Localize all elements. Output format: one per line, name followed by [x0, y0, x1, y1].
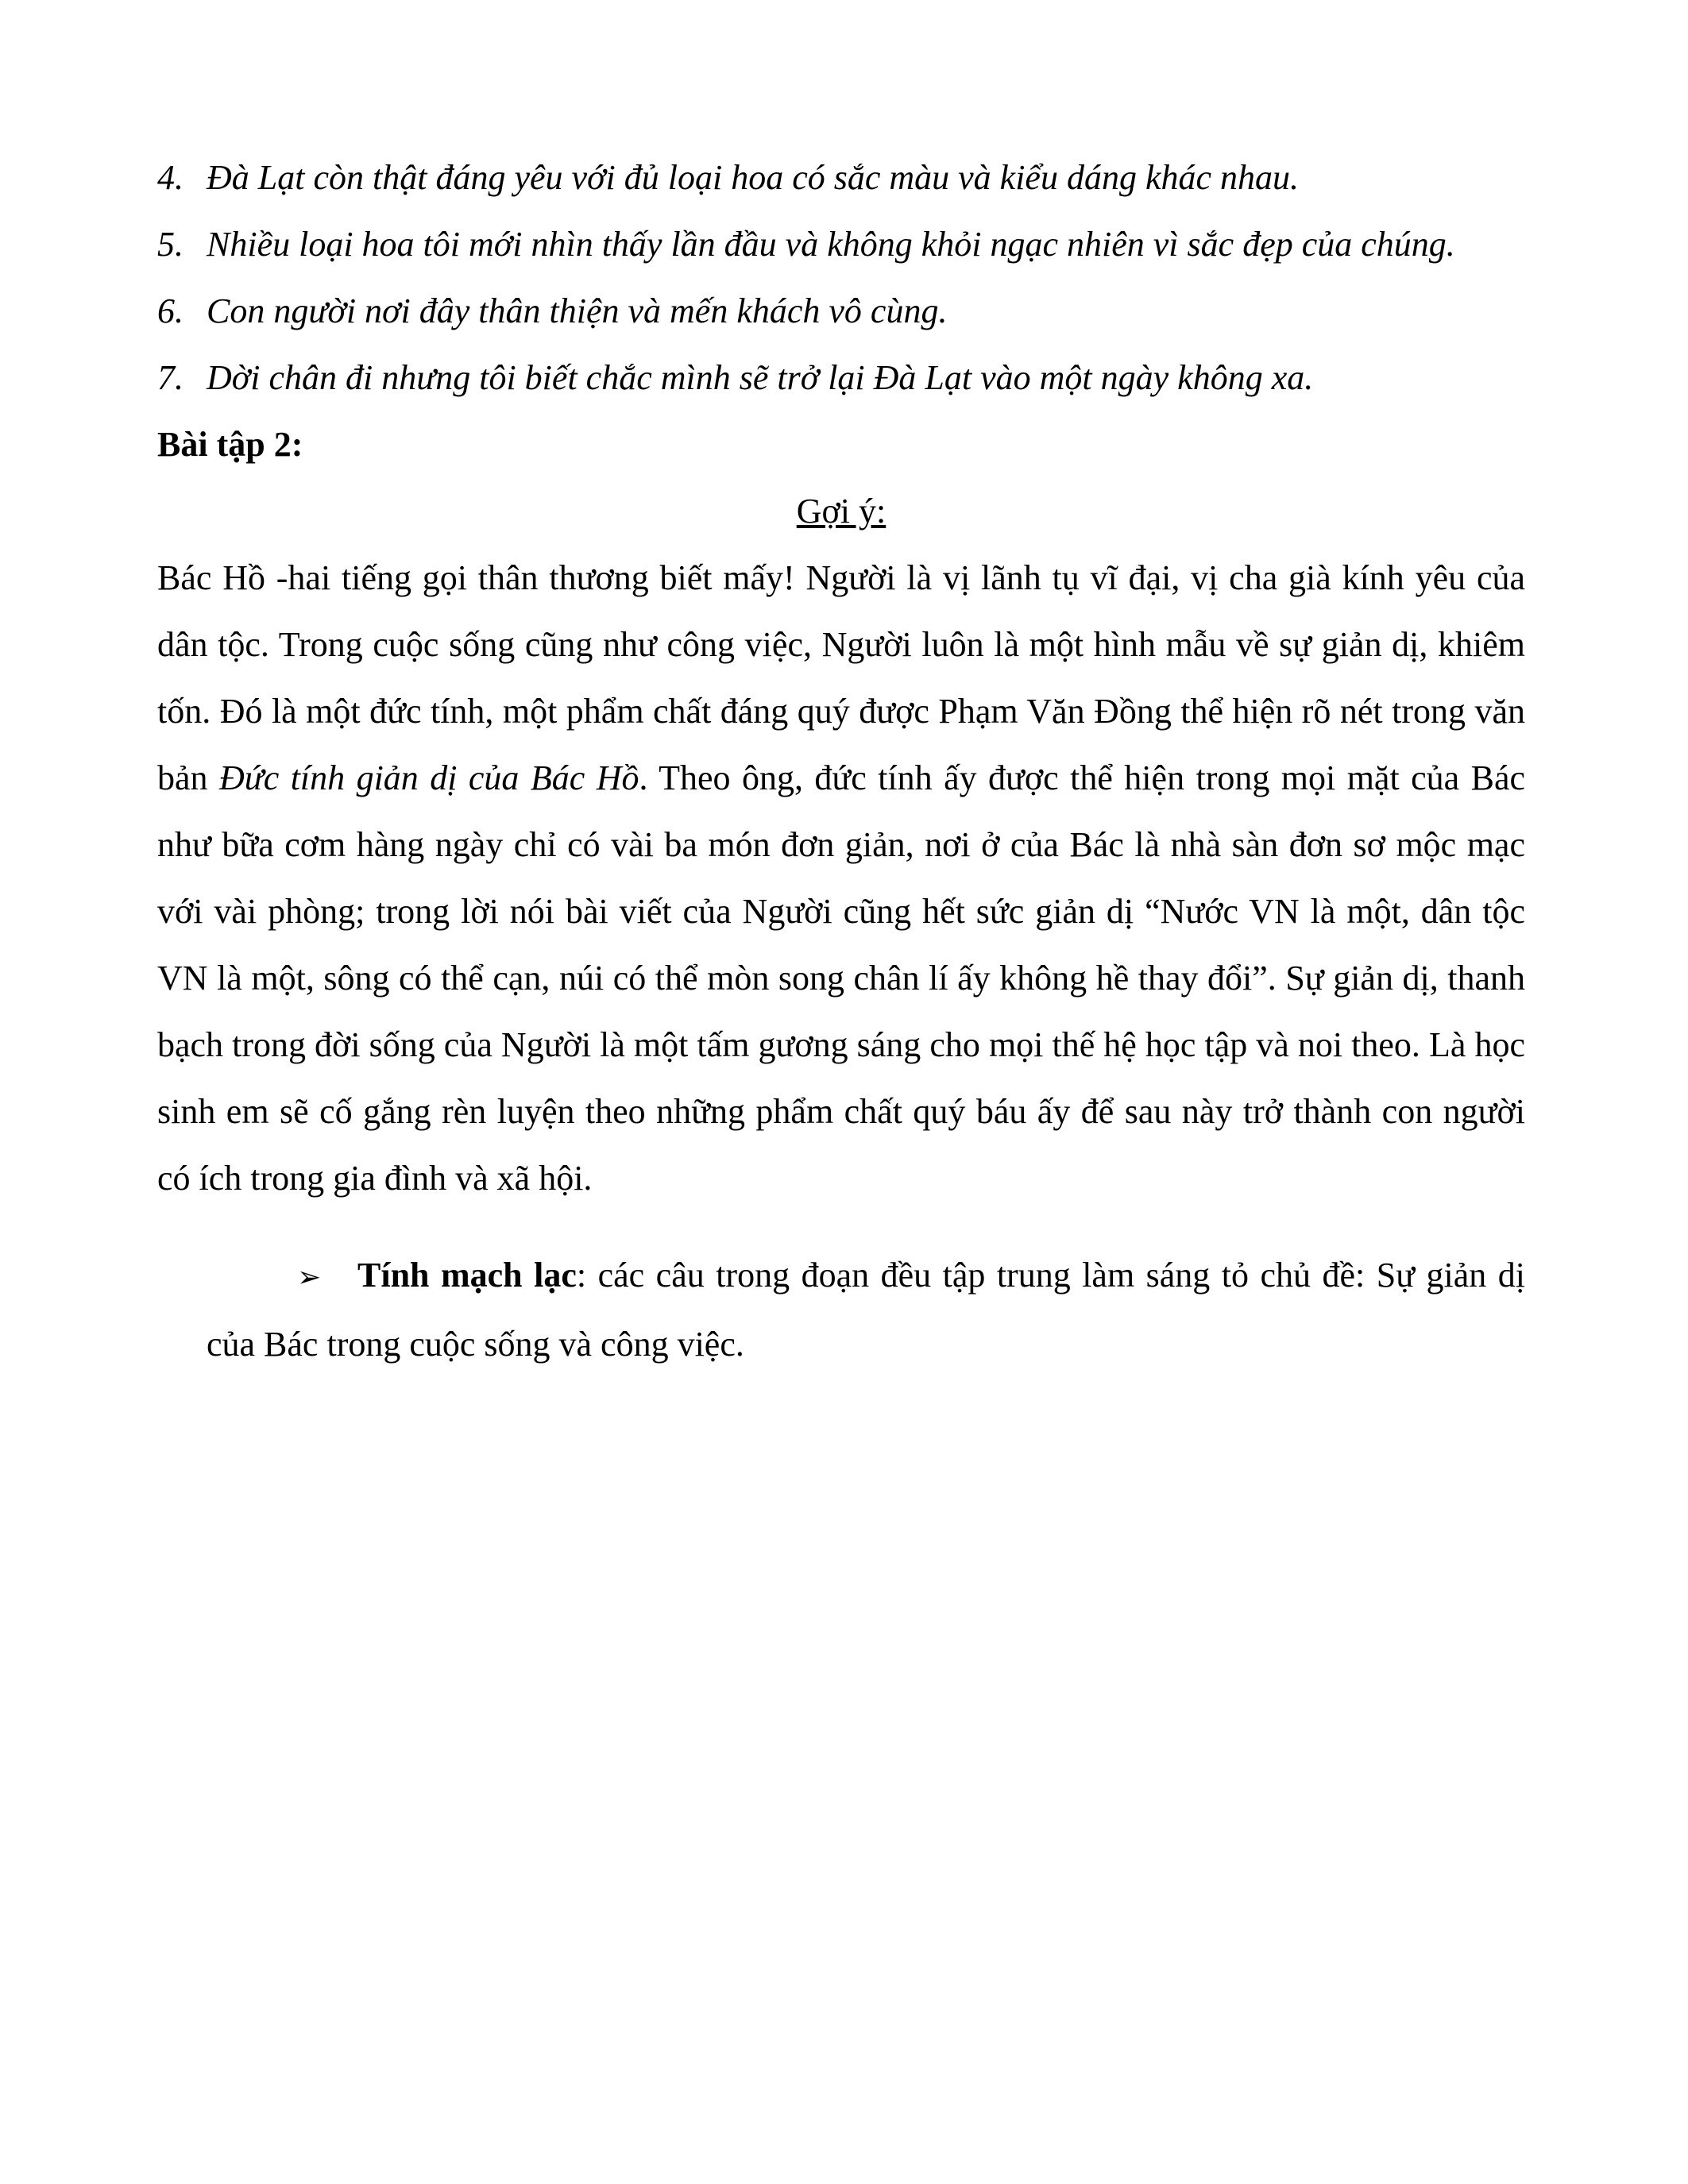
paragraph-part2: . Theo ông, đức tính ấy được thể hiện trong mọi mặt của Bác như bữa cơm hàng ngày chỉ có vài ba món đơn giản, nơi ở của Bác là nhà sàn đơn sơ mộc mạc với vài phòng; trong lời nói bài viết của Người cũng hết sức giản dị “Nước VN là một, dân tộc VN là một, sông có thể cạn, núi có thể mòn song chân lí ấy không hề thay đổi”. Sự giản dị, thanh bạch trong đời sống của Người là một tấm gương sáng cho mọi thế hệ học tập và noi theo. Là học sinh em sẽ cố gắng rèn luyện theo những phẩm chất quý báu ấy để sau này trở thành con người có ích trong gia đình và xã hội.: [157, 758, 1525, 1198]
bullet-text: : các câu trong đoạn đều tập trung làm sáng tỏ chủ đề: Sự giản dị của Bác trong cuộc sống và công việc.: [207, 1256, 1526, 1364]
list-text: Con người nơi đây thân thiện và mến khách vô cùng.: [207, 291, 948, 330]
hint-title-text: Gợi ý:: [796, 492, 886, 531]
list-number: 5.: [157, 225, 183, 264]
document-page: [157, 145, 1525, 1413]
list-item: [157, 145, 1525, 211]
hint-title: [157, 478, 1525, 545]
list-text: Đà Lạt còn thật đáng yêu với đủ loại hoa có sắc màu và kiểu dáng khác nhau.: [207, 158, 1300, 197]
arrow-bullet-icon: ➢: [297, 1261, 322, 1294]
list-number: 7.: [157, 358, 183, 397]
list-item: [157, 211, 1525, 278]
exercise-heading: Bài tập 2:: [157, 425, 303, 464]
list-number: 4.: [157, 158, 183, 197]
list-item: [157, 345, 1525, 411]
work-title: Đức tính giản dị của Bác Hồ: [218, 758, 639, 797]
list-text: Nhiều loại hoa tôi mới nhìn thấy lần đầu và không khỏi ngạc nhiên vì sắc đẹp của chúng.: [207, 225, 1455, 264]
bullet-label: Tính mạch lạc: [357, 1256, 577, 1295]
list-number: 6.: [157, 291, 183, 330]
paragraph-part1: Bác Hồ -hai tiếng gọi thân thương biết mấy! Người là vị lãnh tụ vĩ đại, vị cha già kính yêu của dân tộc. Trong cuộc sống cũng như công việc, Người luôn là một hình mẫu về sự giản dị, khiêm tốn. Đó là một đức tính, một phẩm chất đáng quý được Phạm Văn Đồng thể hiện rõ nét trong văn bản: [157, 558, 1525, 797]
bullet-paragraph: [157, 1242, 1525, 1378]
list-item: [157, 278, 1525, 345]
numbered-list: [157, 145, 1525, 411]
body-paragraph: [157, 545, 1525, 1212]
list-text: Dời chân đi nhưng tôi biết chắc mình sẽ trở lại Đà Lạt vào một ngày không xa.: [207, 358, 1314, 397]
